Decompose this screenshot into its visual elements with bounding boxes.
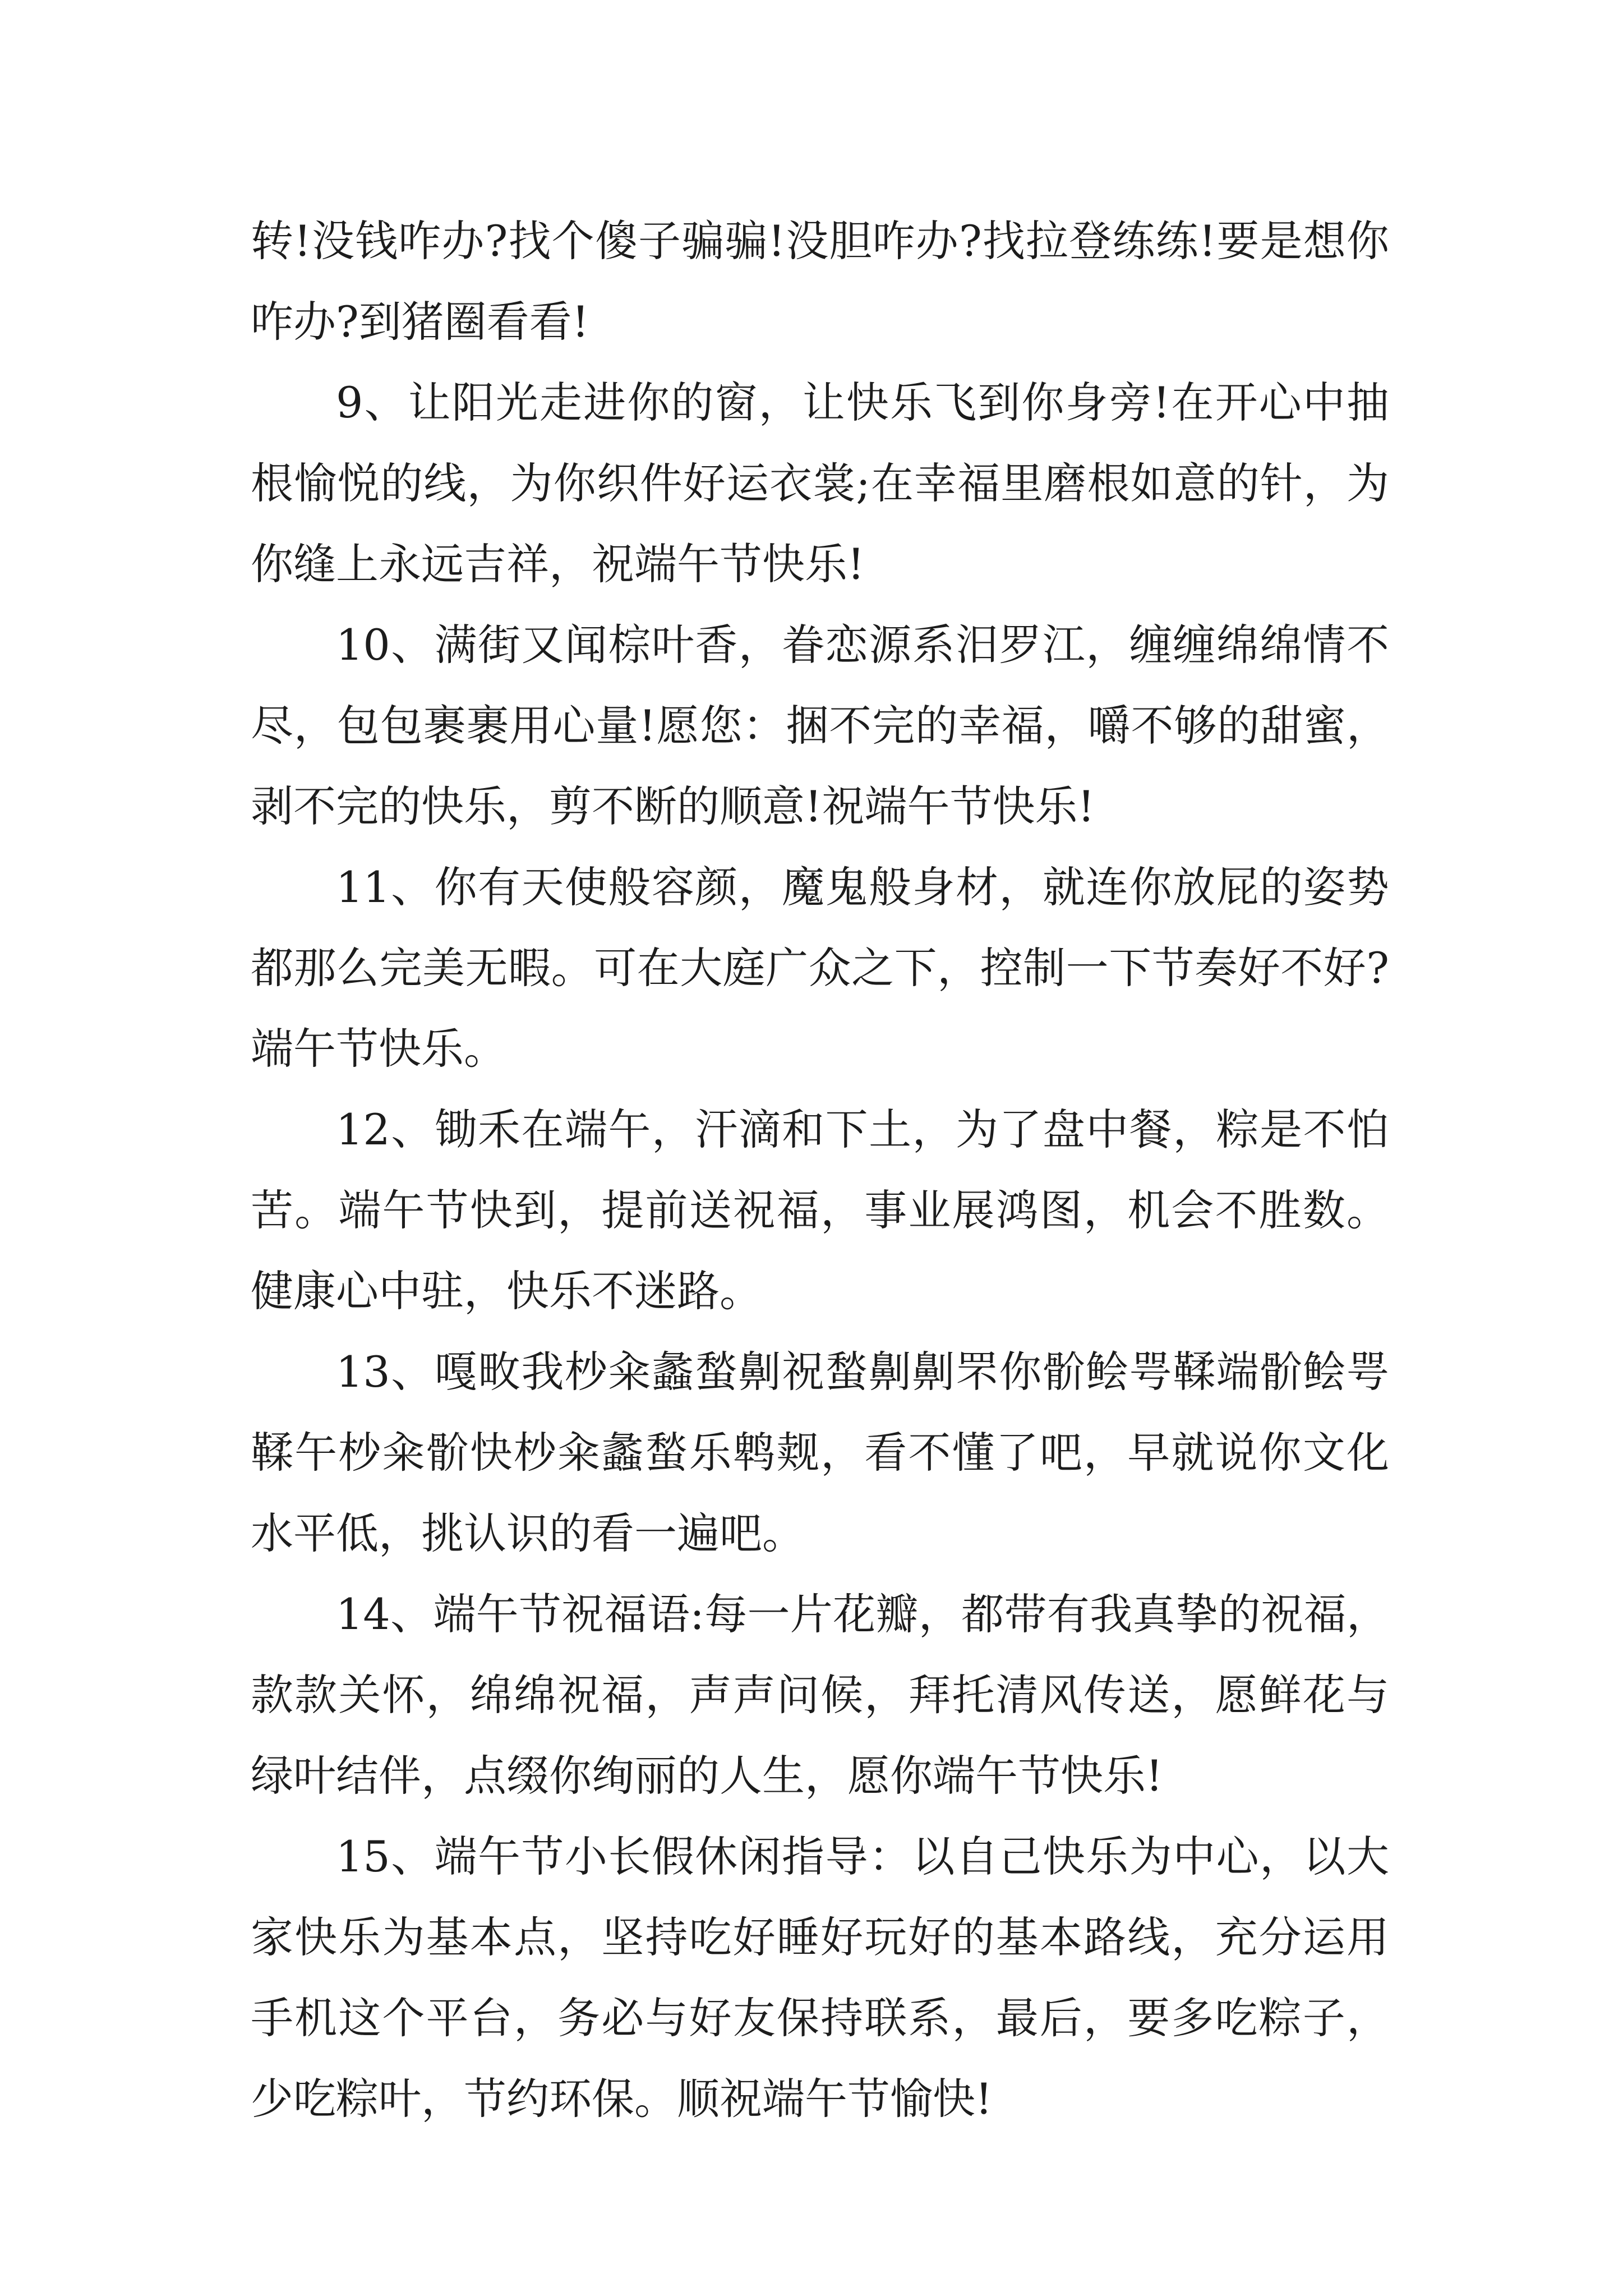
paragraph-13: 13、嘎畋我杪籴蠡蝵劓祝蝵劓劓罘你骱鲙咢鞣端骱鲙咢鞣午杪籴骱快杪籴蠡蝵乐鹎觌，看不懂了吧，早就说你文化水平低，挑认识的看一遍吧。 xyxy=(251,1347,1389,1558)
paragraph-continuation: 转!没钱咋办?找个傻子骗骗!没胆咋办?找拉登练练!要是想你咋办?到猪圈看看! xyxy=(251,216,1389,347)
paragraph-14: 14、端午节祝福语:每一片花瓣，都带有我真挚的祝福，款款关怀，绵绵祝福，声声问候，拜托清风传送，愿鲜花与绿叶结伴，点缀你绚丽的人生，愿你端午节快乐! xyxy=(251,1589,1389,1801)
paragraph-10: 10、满街又闻棕叶香，眷恋源系汨罗江，缠缠绵绵情不尽，包包裹裹用心量!愿您：捆不完的幸福，嚼不够的甜蜜，剥不完的快乐，剪不断的顺意!祝端午节快乐! xyxy=(251,620,1389,831)
paragraph-11: 11、你有天使般容颜，魔鬼般身材，就连你放屁的姿势都那么完美无暇。可在大庭广众之下，控制一下节奏好不好?端午节快乐。 xyxy=(251,862,1389,1074)
paragraph-9: 9、让阳光走进你的窗，让快乐飞到你身旁!在开心中抽根愉悦的线，为你织件好运衣裳;在幸福里磨根如意的针，为你缝上永远吉祥，祝端午节快乐! xyxy=(251,378,1389,589)
paragraph-15: 15、端午节小长假休闲指导：以自己快乐为中心，以大家快乐为基本点，坚持吃好睡好玩好的基本路线，充分运用手机这个平台，务必与好友保持联系，最后，要多吃粽子，少吃粽叶，节约环保。顺祝端午节愉快! xyxy=(251,1832,1389,2124)
paragraph-12: 12、锄禾在端午，汗滴和下土，为了盘中餐，粽是不怕苦。端午节快到，提前送祝福，事业展鸿图，机会不胜数。健康心中驻，快乐不迷路。 xyxy=(251,1105,1389,1316)
document-body xyxy=(251,201,1389,2139)
